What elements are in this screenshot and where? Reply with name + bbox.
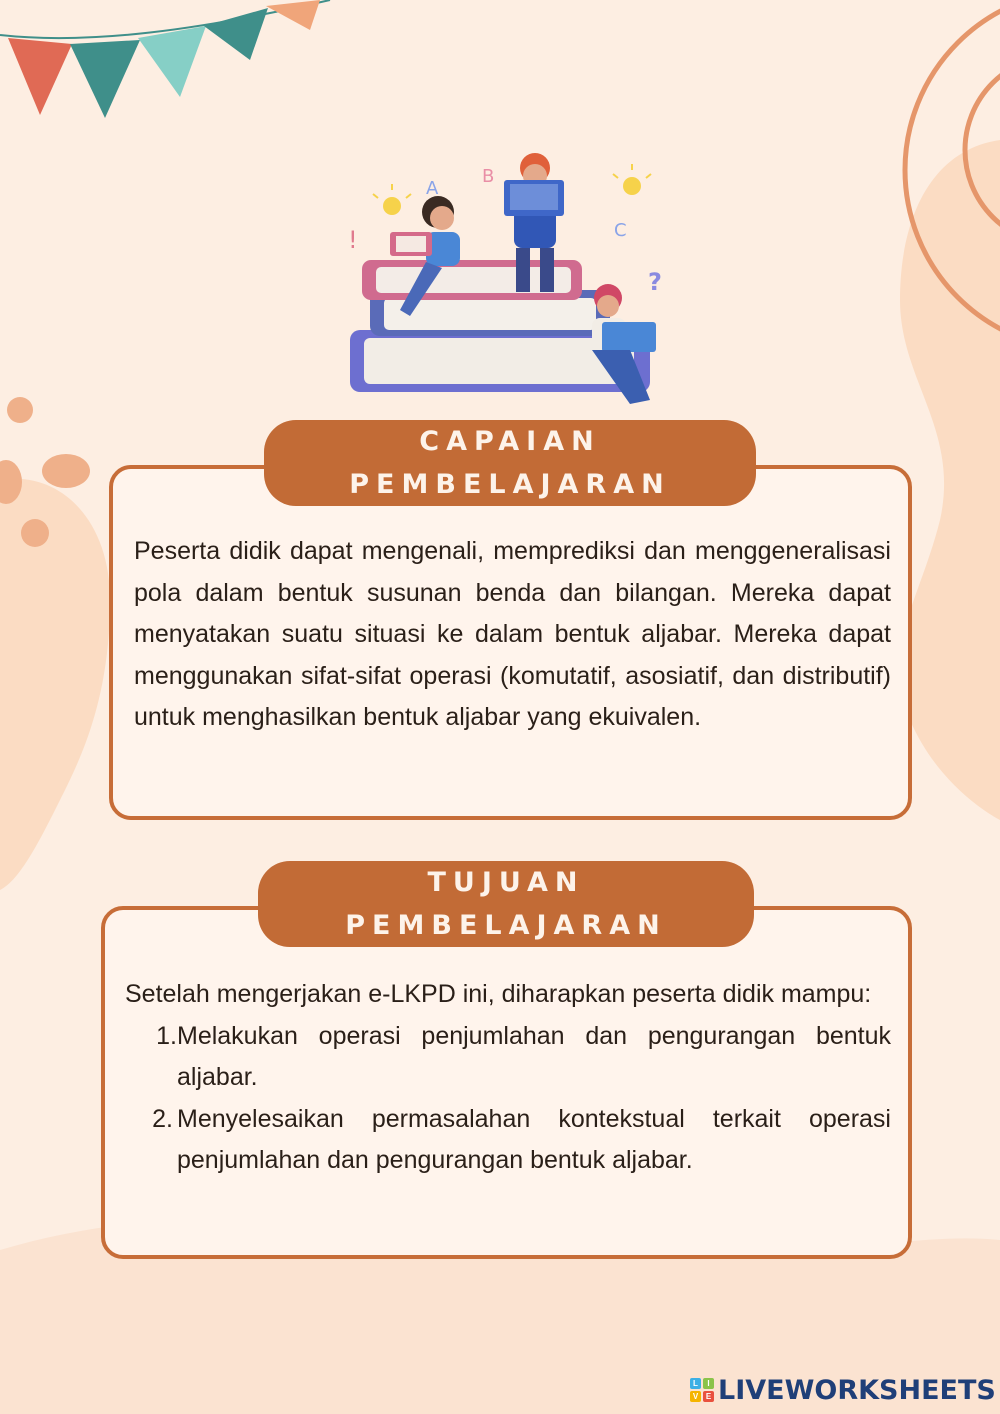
list-item-number: 1.	[156, 1021, 177, 1050]
lightbulb-icon-right	[613, 164, 651, 195]
list-item	[125, 1099, 891, 1182]
pennant-orange	[266, 0, 320, 30]
dot-2	[42, 454, 90, 488]
capaian-title-badge	[264, 420, 756, 506]
pennant-red	[8, 38, 72, 115]
list-item-text: Melakukan operasi penjumlahan dan pengurangan bentuk aljabar.	[177, 1021, 891, 1091]
liveworksheets-logo-text: LIVEWORKSHEETS	[718, 1374, 996, 1406]
liveworksheets-logo	[690, 1372, 996, 1408]
pennant-teal-2	[204, 8, 268, 60]
pennant-light-teal	[138, 26, 206, 97]
capaian-body: Peserta didik dapat mengenali, memprediksi dan menggeneralisasi pola dalam bentuk susunan benda dan bilangan. Mereka dapat menyatakan suatu situasi ke dalam bentuk aljabar. Mereka dapat menggunakan sifat-sifat operasi (komutatif, asosiatif, dan distributif) untuk menghasilkan bentuk aljabar yang ekuivalen.	[134, 537, 891, 731]
letter-c: C	[614, 220, 627, 241]
tujuan-list	[125, 1016, 891, 1182]
list-item-text: Menyelesaikan permasalahan kontekstual terkait operasi penjumlahan dan pengurangan bentuk aljabar.	[177, 1104, 891, 1174]
liveworksheets-logo-icon: L I V E	[690, 1378, 714, 1402]
tujuan-body	[125, 974, 891, 1182]
question-mark: ?	[648, 268, 662, 296]
capaian-title-line1: CAPAIAN	[419, 426, 601, 457]
tujuan-intro: Setelah mengerjakan e-LKPD ini, diharapkan peserta didik mampu:	[125, 980, 872, 1008]
exclamation-mark: !	[348, 226, 358, 254]
dot-1	[7, 397, 33, 423]
list-item-number: 2.	[152, 1104, 173, 1133]
tujuan-title-line2: PEMBELAJARAN	[345, 910, 667, 941]
list-item	[125, 1016, 891, 1099]
tujuan-title-badge	[258, 861, 754, 947]
letter-b: B	[482, 166, 495, 187]
lightbulb-icon-left	[373, 184, 411, 215]
background-blob-right	[899, 140, 1000, 820]
tujuan-title-line1: TUJUAN	[427, 867, 585, 898]
background-blob-left	[0, 479, 110, 890]
reading-children-illustration	[330, 150, 690, 415]
dot-3	[21, 519, 49, 547]
pennant-teal	[70, 40, 140, 118]
letter-a: A	[426, 178, 439, 199]
capaian-title-line2: PEMBELAJARAN	[349, 469, 671, 500]
